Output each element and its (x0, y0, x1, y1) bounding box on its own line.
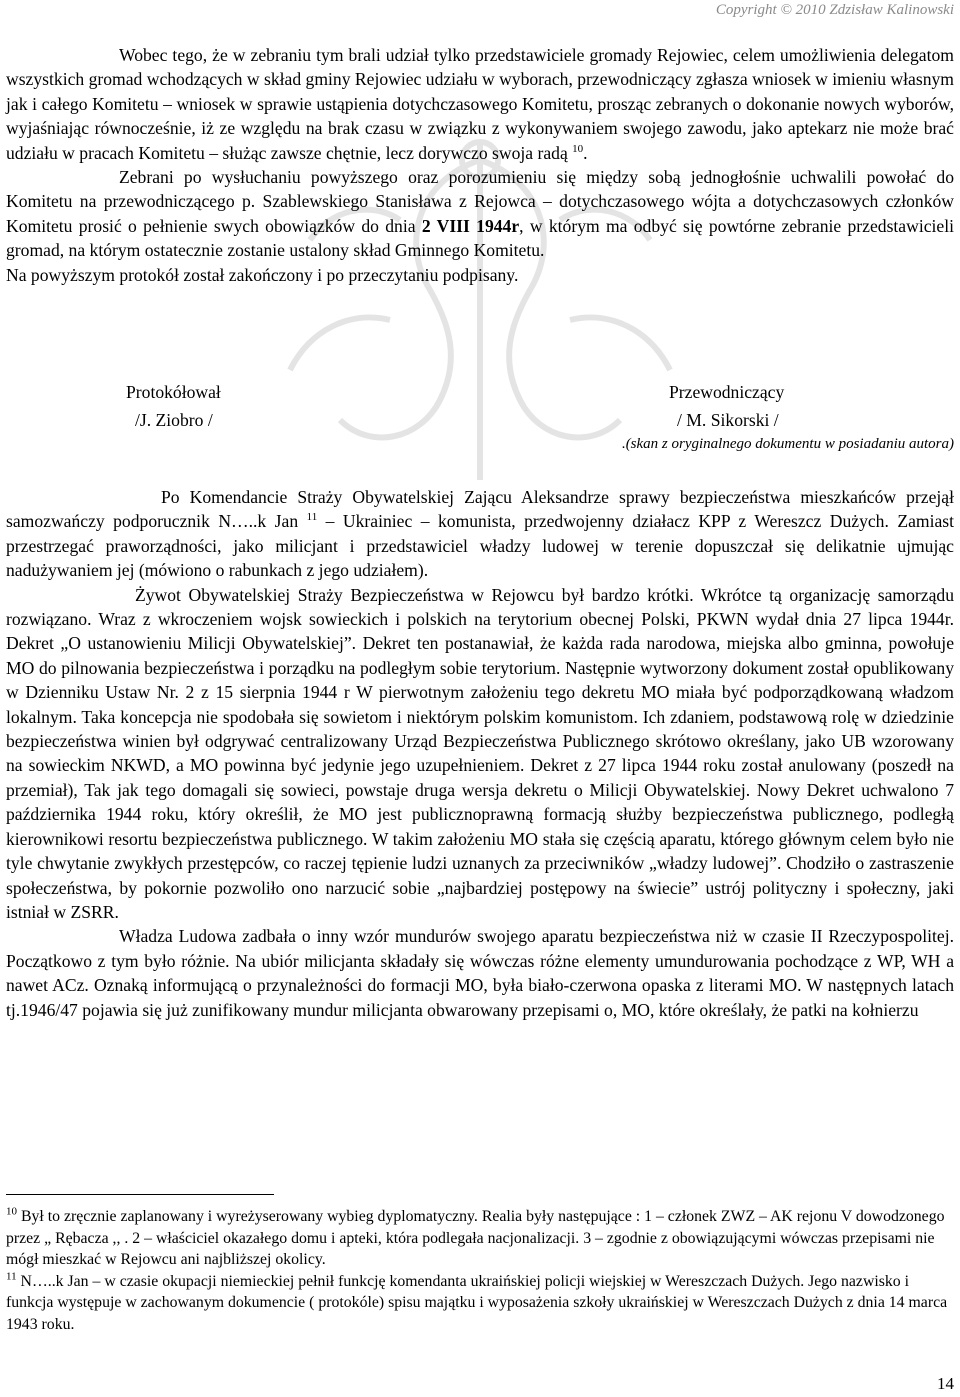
paragraph-text: – Ukrainiec – komunista, przedwojenny działacz KPP z Wereszcz Dużych. Zamiast przestrzegać praworządności, jako milicjant i przedstawiciel władzy ludowej w terenie dopuszczał się delikatnie ujmując nadużywaniem jej (mówiono o rabunkach z jego udziałem). (6, 511, 954, 581)
footnote-number: 11 (6, 1270, 17, 1283)
paragraph-text: . (583, 142, 588, 163)
footnote-10 (6, 1206, 954, 1271)
footnote-separator (6, 1194, 274, 1195)
signature-left (126, 378, 221, 434)
signature-block (6, 378, 954, 438)
paragraph: Żywot Obywatelskiej Straży Bezpieczeństwa w Rejowcu był bardzo krótki. Wkrótce tą organizację samorządu rozwiązano. Wraz z wkroczeniem wojsk sowieckich i polskich na terytorium obecnej Polski, PKWN wydał dnia 27 lipca 1944r. Dekret „O ustanowieniu Milicji Obywatelskiej”. Dekret ten postanawiał, że każda rada narodowa, miejska albo gminna, powołuje MO do pilnowania bezpieczeństwa i porządku na podległym sobie terytorium. Następnie wytworzony dokument został opublikowany w Dzienniku Ustaw Nr. 2 z 15 sierpnia 1944 r W pierwotnym założeniu tego dekretu MO miała być podporządkowaną władzom lokalnym. Taka koncepcja nie spodobała się sowietom i niektórym polskim komunistom. Ich zdaniem, podstawową rolę w dziedzinie bezpieczeństwa winien był odgrywać centralizowany Urząd Bezpieczeństwa Publicznego skrótowo określany, jako UB wzorowany na sowieckim NKWD, a MO powinna być jedynie jego uzupełnieniem. Dekret z 27 lipca 1944 roku został anulowany (poszedł na przemiał), Tak jak tego domagali się sowieci, powstaje druga wersja dekretu o Milicji Obywatelskiej. Nowy Dekret uchwalono 7 października 1944 roku, który określił, że MO jest publicznoprawną formacją służby bezpieczeństwa publicznego, podległą kierownikowi resortu bezpieczeństwa publicznego. W takim założeniu MO stała się częścią aparatu, którego głównym celem było nie tyle chwytanie zwykłych przestępców, co raczej tępienie ludzi uznanych za przeciwników „władzy ludowej”. Chodziło o zastraszenie społeczeństwa, by pokornie pozwoliło ono narzucić sobie „najbardziej postępowy na świecie” ustrój polityczny i społeczny, jaki istniał w ZSRR. (6, 584, 954, 922)
paragraph-text: Zebrani po wysłuchaniu powyższego oraz porozumieniu się między sobą jednogłośnie uchwalili powołać do Komitetu na przewodniczącego p. Szablewskiego Stanisława z Rejowca – dotychczasowego wójta a dotychczasowych członków Komitetu prosić o pełnienie swych obowiązków do dnia (6, 167, 954, 236)
page-number: 14 (937, 1374, 954, 1393)
footnote-ref: 11 (306, 511, 318, 524)
footnote-11 (6, 1271, 954, 1336)
paragraph: Władza Ludowa zadbała o inny wzór mundurów swojego aparatu bezpieczeństwa niż w czasie II Rzeczypospolitej. Początkowo z tym było różnie. Na ubiór milicjanta składały się wówczas różne elementy umundurowania pochodzące z WP, WH a nawet ACz. Oznaką informującą o przynależności do formacji MO, była biało-czerwona opaska z literami MO. W następnych latach tj.1946/47 pojawia się już zunifikowany mundur milicjanta obwarowany przepisami o, MO, które określały, że patki na kołnierzu (6, 926, 954, 1020)
signature-name: /J. Ziobro / (135, 410, 213, 430)
signature-name: / M. Sikorski / (677, 410, 779, 430)
bold-date: 2 VIII 1944r (421, 215, 520, 236)
signature-role: Przewodniczący (669, 382, 785, 402)
signature-right (669, 378, 784, 434)
paragraph (6, 165, 954, 263)
footnote-ref: 10 (572, 142, 584, 155)
signature-role: Protokółował (126, 382, 221, 402)
protocol-text (6, 43, 954, 287)
paragraph-text: Po Komendancie Straży Obywatelskiej Zającu Aleksandrze sprawy bezpieczeństwa mieszkańców przejął samozwańczy podporucznik N…..k Jan (6, 487, 954, 532)
paragraph-text: , w którym ma odbyć się powtórne zebranie przedstawicieli gromad, na którym ostatecznie zostanie ustalony skład Gminnego Komitetu. (6, 215, 954, 261)
scan-caption: .(skan z oryginalnego dokumentu w posiadaniu autora) (621, 436, 954, 452)
paragraph (6, 43, 954, 165)
paragraph-text: Wobec tego, że w zebraniu tym brali udział tylko przedstawiciele gromady Rejowiec, celem umożliwienia delegatom wszystkich gromad wchodzących w skład gminy Rejowiec udziału w wyborach, przewodniczący zgłasza wniosek w imieniu własnym jak i całego Komitetu – wniosek w sprawie ustąpienia dotychczasowego Komitetu, prosząc zebranych o dokonanie nowych wyborów, wyjaśniając równocześnie, iż ze względu na brak czasu w związku z wykonywaniem swojego zawodu, jako aptekarz nie może brać udziału w pracach Komitetu – służąc zawsze chętnie, lecz dorywczo swoja radą (6, 45, 954, 163)
paragraph (6, 485, 954, 583)
footnote-number: 10 (6, 1205, 17, 1218)
main-text (6, 485, 954, 1022)
paragraph: Na powyższym protokół został zakończony i po przeczytaniu podpisany. (6, 264, 519, 285)
footnote-text: N…..k Jan – w czasie okupacji niemieckiej pełnił funkcję komendanta ukraińskiej policji wiejskiej w Wereszczach Dużych. Jego nazwisko i funkcja występuje w zachowanym dokumencie ( protokóle) spisu majątku i wyposażenia szkoły ukraińskiej w Wereszczach Dużych z dnia 14 marca 1943 roku. (6, 1272, 948, 1333)
copyright-header: Copyright © 2010 Zdzisław Kalinowski (715, 2, 954, 18)
footnote-text: Był to zręcznie zaplanowany i wyreżyserowany wybieg dyplomatyczny. Realia były następujące : 1 – członek ZWZ – AK rejonu V dowodzonego przez „ Rębacza ,, . 2 – właściciel okazałego domu i apteki, która podlegała nacjonalizacji. 3 – zgodnie z obowiązującymi wówczas przepisami nie mógł mieszkać w Rejowcu ani najbliższej okolicy. (6, 1208, 945, 1269)
footnotes (6, 1206, 954, 1336)
